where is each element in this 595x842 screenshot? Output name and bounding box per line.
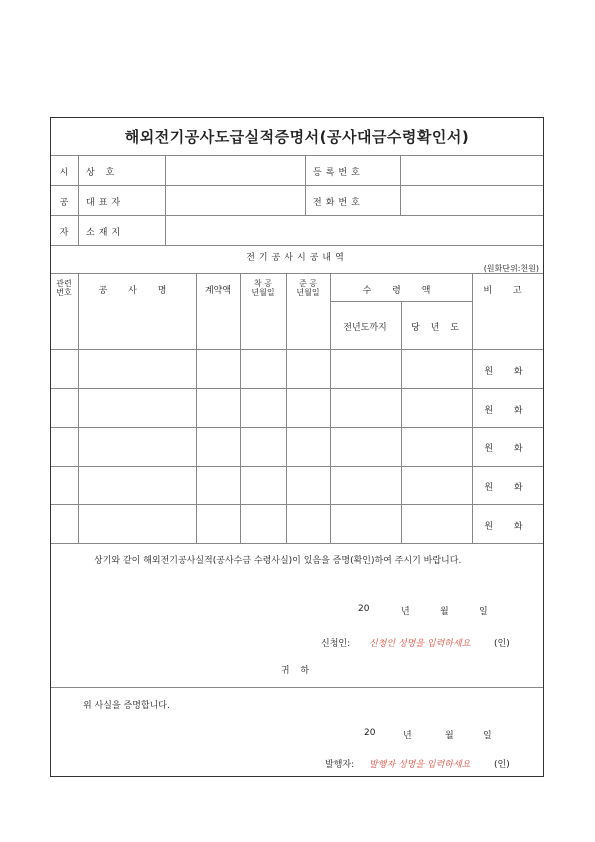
col-received-amount: 수 령 액 <box>362 286 440 296</box>
divider <box>472 273 473 543</box>
divider <box>51 543 543 544</box>
issuer-name-input[interactable]: 발행자 성명을 입력하세요 <box>369 760 471 770</box>
applicant-name-input[interactable]: 신청인 성명을 입력하세요 <box>369 639 471 649</box>
divider <box>330 273 331 543</box>
date-month: 월 <box>445 731 454 741</box>
divider <box>51 349 543 350</box>
divider <box>51 687 543 688</box>
col-start-date: 착 공 년월일 <box>251 279 275 297</box>
applicant-seal: (인) <box>494 639 510 649</box>
trade-name-field[interactable] <box>166 156 304 184</box>
divider <box>401 301 402 543</box>
date-day: 일 <box>483 731 492 741</box>
issuer-label: 발행자: <box>325 760 355 770</box>
col-related-no: 관련 번호 <box>56 279 72 297</box>
date-month: 월 <box>440 607 449 617</box>
date-day: 일 <box>479 607 488 617</box>
phone-label: 전화번호 <box>313 198 364 208</box>
registration-no-label: 등록번호 <box>313 168 364 178</box>
certify-text: 위 사실을 증명합니다. <box>83 701 170 711</box>
contractor-label-char: 자 <box>59 228 69 238</box>
address-field[interactable] <box>166 216 542 244</box>
form-title: 해외전기공사도급실적증명서(공사대금수령확인서) <box>124 128 470 146</box>
contractor-label-char: 공 <box>59 198 69 208</box>
date-year-prefix: 20 <box>364 728 376 738</box>
divider <box>51 245 543 246</box>
address-label: 소재지 <box>86 228 125 238</box>
date-year: 년 <box>403 731 412 741</box>
divider <box>240 273 241 543</box>
statement-text: 상기와 같이 해외전기공사실적(공사수금 수령사실)이 있음을 증명(확인)하여 주시기 바랍니다. <box>94 556 462 566</box>
divider <box>78 155 79 245</box>
divider <box>286 273 287 543</box>
divider <box>78 273 79 543</box>
divider <box>51 388 543 389</box>
divider <box>51 504 543 505</box>
row-remark: 원 화 <box>484 522 532 532</box>
divider <box>51 273 543 274</box>
phone-field[interactable] <box>401 186 542 214</box>
col-current-year: 당 년 도 <box>411 323 463 333</box>
divider <box>51 427 543 428</box>
divider <box>305 155 306 215</box>
row-remark: 원 화 <box>484 367 532 377</box>
unit-note: (원화단위:천원) <box>483 264 539 273</box>
col-work-name: 공 사 명 <box>98 286 176 296</box>
divider <box>51 466 543 467</box>
date-year: 년 <box>401 607 410 617</box>
registration-no-field[interactable] <box>401 156 542 184</box>
applicant-label: 신청인: <box>321 639 351 649</box>
col-remarks: 비 고 <box>483 286 531 296</box>
col-completion-date: 준 공 년월일 <box>296 279 320 297</box>
row-remark: 원 화 <box>484 483 532 493</box>
col-prior-years: 전년도까지 <box>343 323 387 333</box>
form-frame <box>50 117 544 777</box>
representative-label: 대표자 <box>86 198 125 208</box>
contractor-label-char: 시 <box>59 168 69 178</box>
addressee: 귀 하 <box>280 666 314 676</box>
row-remark: 원 화 <box>484 444 532 454</box>
trade-name-label: 상 호 <box>86 168 119 178</box>
representative-field[interactable] <box>166 186 304 214</box>
divider <box>196 273 197 543</box>
col-contract-amount: 계약액 <box>204 286 232 296</box>
issuer-seal: (인) <box>494 760 510 770</box>
date-year-prefix: 20 <box>358 604 370 614</box>
section-title: 전기공사시공내역 <box>246 253 348 263</box>
row-remark: 원 화 <box>484 406 532 416</box>
